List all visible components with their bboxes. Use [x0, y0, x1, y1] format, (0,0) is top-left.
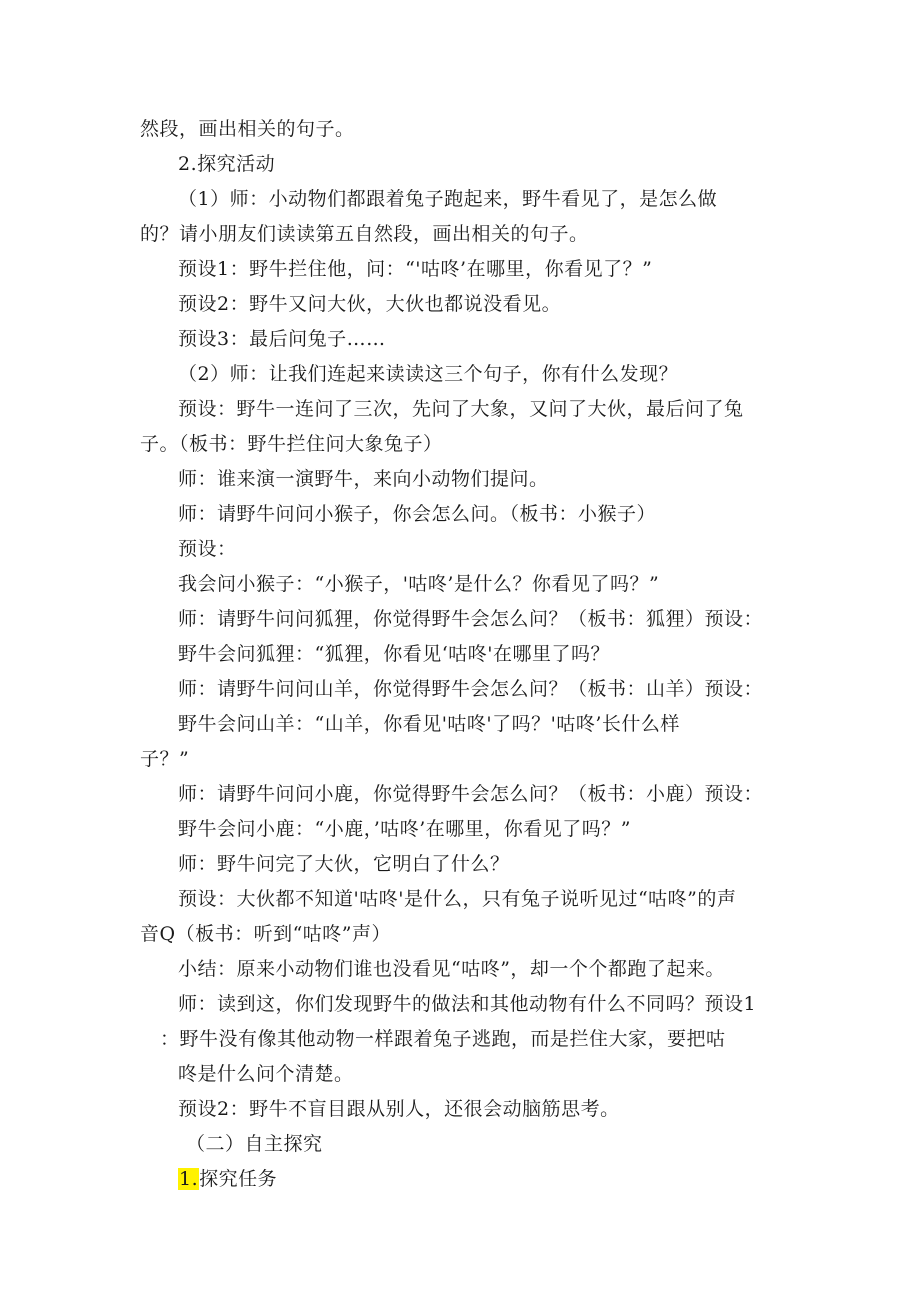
paragraph-line: 子？” — [140, 748, 190, 770]
paragraph-line: 预设：野牛一连问了三次，先问了大象，又问了大伙，最后问了兔 — [178, 398, 744, 420]
paragraph-line: 野牛会问山羊：“山羊，你看见'咕咚'了吗？'咕咚’长什么样 — [178, 713, 680, 735]
subsection-heading: （二）自主探究 — [186, 1133, 323, 1155]
task-heading — [178, 1167, 277, 1191]
paragraph-line: 音Q（板书：听到“咕咚”声） — [140, 923, 392, 945]
paragraph-line: 师：读到这，你们发现野牛的做法和其他动物有什么不同吗？预设1 — [178, 993, 757, 1015]
paragraph-line: 师：谁来演一演野牛，来向小动物们提问。 — [178, 468, 549, 490]
task-heading-text: 探究任务 — [199, 1168, 278, 1190]
highlighted-number: 1. — [179, 1168, 199, 1190]
paragraph-line: 师：请野牛问问小鹿，你觉得野牛会怎么问？（板书：小鹿）预设： — [178, 783, 764, 805]
paragraph-line: 师：野牛问完了大伙，它明白了什么？ — [178, 853, 510, 875]
paragraph-line: 我会问小猴子：“小猴子，'咕咚’是什么？你看见了吗？” — [178, 573, 660, 595]
paragraph-line: （2）师：让我们连起来读读这三个句子，你有什么发现？ — [178, 363, 679, 385]
paragraph-line: 师：请野牛问问山羊，你觉得野牛会怎么问？（板书：山羊）预设： — [178, 678, 764, 700]
paragraph-line: 预设3：最后问兔子…… — [178, 328, 386, 350]
paragraph-line: 预设2：野牛不盲目跟从别人，还很会动脑筋思考。 — [178, 1098, 620, 1120]
paragraph-line: 师：请野牛问问小猴子，你会怎么问。（板书：小猴子） — [178, 503, 657, 525]
paragraph-line: 预设： — [178, 538, 237, 560]
paragraph-line: 野牛会问小鹿：“小鹿，’咕咚’在哪里，你看见了吗？” — [178, 818, 632, 840]
paragraph-line: 预设1：野牛拦住他，问：“'咕咚’在哪里，你看见了？” — [178, 258, 653, 280]
paragraph-line: 预设2：野牛又问大伙，大伙也都说没看见。 — [178, 293, 562, 315]
paragraph-line: 的？请小朋友们读读第五自然段，画出相关的句子。 — [140, 223, 589, 245]
paragraph-line: 然段，画出相关的句子。 — [140, 118, 355, 140]
paragraph-line: 预设：大伙都不知道'咕咚'是什么，只有兔子说听见过“咕咚”的声 — [178, 888, 737, 910]
paragraph-line: 子。（板书：野牛拦住问大象兔子） — [140, 433, 443, 455]
paragraph-line: 小结：原来小动物们谁也没看见“咕咚”，却一个个都跑了起来。 — [178, 958, 725, 980]
paragraph-line: （1）师：小动物们都跟着兔子跑起来，野牛看见了，是怎么做 — [178, 188, 718, 210]
paragraph-line: ：野牛没有像其他动物一样跟着兔子逃跑，而是拦住大家，要把咕 — [160, 1028, 726, 1050]
section-heading: 2.探究活动 — [178, 153, 276, 175]
paragraph-line: 野牛会问狐狸：“狐狸，你看见‘咕咚'在哪里了吗？ — [178, 643, 610, 665]
paragraph-line: 咚是什么问个清楚。 — [178, 1063, 354, 1085]
paragraph-line: 师：请野牛问问狐狸，你觉得野牛会怎么问？（板书：狐狸）预设： — [178, 608, 764, 630]
